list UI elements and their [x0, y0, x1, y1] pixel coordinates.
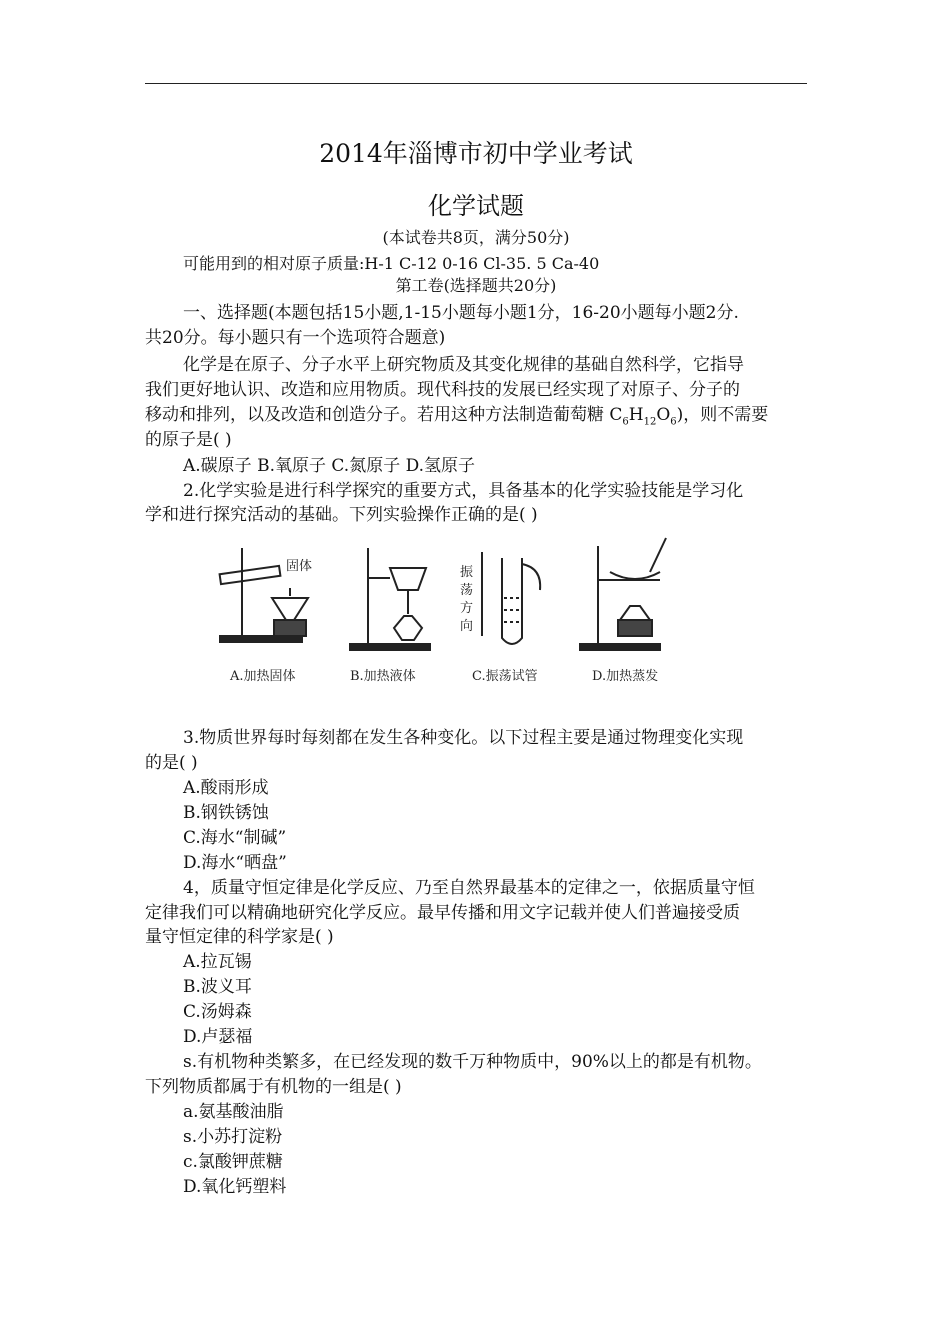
formula-sub: 6: [622, 416, 629, 428]
q4-line3: 量守恒定律的科学家是( ): [145, 927, 334, 947]
q5-option-a: a.氨基酸油脂: [183, 1102, 284, 1122]
figure-caption-c: C.振荡试管: [472, 669, 538, 684]
part-heading: 第工卷(选择题共20分): [395, 276, 557, 295]
q4-option-a: A.拉瓦锡: [183, 952, 252, 972]
q3-option-c: C.海水“制碱”: [183, 828, 287, 848]
q1-line3-b: )，则不需要: [676, 405, 769, 425]
formula-h: H: [628, 405, 644, 425]
formula-o: O: [656, 405, 671, 425]
figure-shake-label-1: 振: [460, 565, 474, 580]
q3-option-b: B.钢铁锈蚀: [183, 803, 269, 823]
figure-caption-b: B.加热液体: [350, 669, 416, 684]
q2-line1: 2.化学实验是进行科学探究的重要方式，具备基本的化学实验技能是学习化: [183, 481, 744, 501]
q3-option-a: A.酸雨形成: [183, 778, 269, 798]
q5-option-b: s.小苏打淀粉: [183, 1127, 283, 1147]
exam-subtitle: 化学试题: [428, 192, 524, 220]
q4-line2: 定律我们可以精确地研究化学反应。最早传播和用文字记载并使人们普遍接受质: [145, 903, 740, 923]
exam-note: (本试卷共8页，满分50分): [382, 228, 570, 247]
formula-sub: 12: [643, 416, 657, 428]
figure-caption-a: A.加热固体: [230, 669, 296, 684]
figure-d-heating-evaporation: [580, 538, 666, 650]
q2-apparatus-figure: [190, 528, 750, 698]
section-intro-line1: 一、选择题(本题包括15小题,1-15小题每小题1分，16-20小题每小题2分.: [183, 303, 739, 323]
q1-line2: 我们更好地认识、改造和应用物质。现代科技的发展已经实现了对原子、分子的: [145, 380, 740, 400]
figure-shake-label-3: 方: [460, 601, 474, 616]
q4-line1: 4，质量守恒定律是化学反应、乃至自然界最基本的定律之一，依据质量守恒: [183, 878, 755, 898]
q5-option-c: c.氯酸钾蔗糖: [183, 1152, 283, 1172]
exam-title: 2014年淄博市初中学业考试: [319, 139, 633, 168]
top-rule: [145, 83, 807, 84]
figure-c-shaking-tube: [482, 552, 540, 644]
figure-shake-label-2: 荡: [460, 583, 474, 598]
q3-line2: 的是( ): [145, 753, 198, 773]
q2-line2: 学和进行探究活动的基础。下列实验操作正确的是( ): [145, 505, 538, 525]
formula-sub: 6: [670, 416, 677, 428]
q3-line1: 3.物质世界每时每刻都在发生各种变化。以下过程主要是通过物理变化实现: [183, 728, 744, 748]
atomic-masses: 可能用到的相对原子质量:H-1 C-12 0-16 Cl-35. 5 Ca-40: [183, 254, 600, 273]
q5-line2: 下列物质都属于有机物的一组是( ): [145, 1077, 402, 1097]
section-intro-line2: 共20分。每小题只有一个选项符合题意): [145, 328, 446, 348]
figure-b-heating-liquid: [350, 548, 430, 650]
q1-line1: 化学是在原子、分子水平上研究物质及其变化规律的基础自然科学，它指导: [183, 355, 744, 375]
q4-option-d: D.卢瑟福: [183, 1027, 253, 1047]
q1-line3: [145, 400, 815, 427]
q4-option-b: B.波义耳: [183, 977, 252, 997]
q5-option-d: D.氧化钙塑料: [183, 1177, 287, 1197]
q1-line3-a: 移动和排列，以及改造和创造分子。若用这种方法制造葡萄糖 C: [145, 405, 623, 425]
figure-caption-d: D.加热蒸发: [592, 669, 659, 684]
figure-solid-label: 固体: [286, 559, 313, 574]
q1-line4: 的原子是( ): [145, 430, 232, 450]
figure-shake-label-4: 向: [460, 619, 474, 634]
q5-line1: s.有机物种类繁多，在已经发现的数千万种物质中，90%以上的都是有机物。: [183, 1052, 762, 1072]
q1-options: A.碳原子 B.氧原子 C.氮原子 D.氢原子: [183, 456, 476, 476]
q4-option-c: C.汤姆森: [183, 1002, 252, 1022]
q3-option-d: D.海水“晒盘”: [183, 853, 287, 873]
